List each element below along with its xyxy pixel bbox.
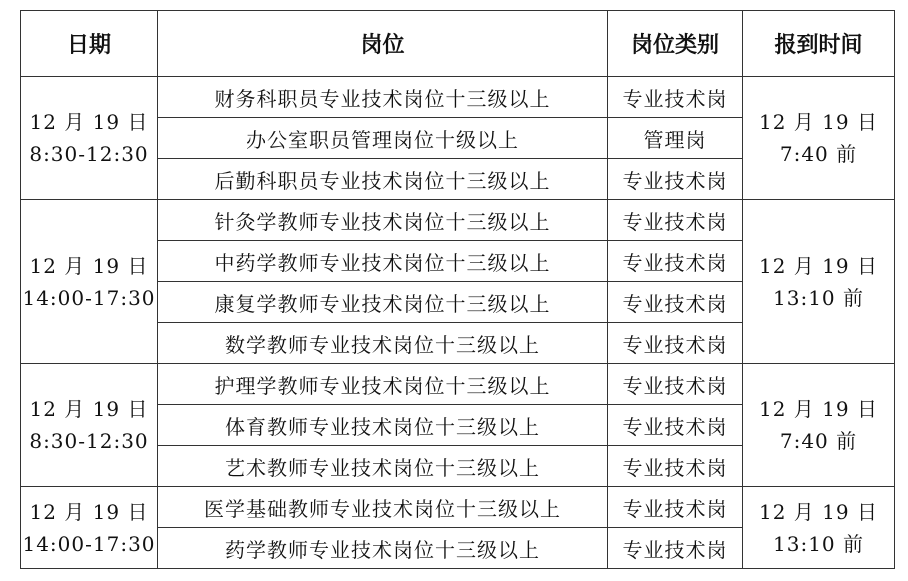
position-cell: 艺术教师专业技术岗位十三级以上 <box>158 446 608 487</box>
table-row <box>21 364 895 405</box>
report-day: 12 月 19 日 <box>759 499 878 524</box>
date-cell <box>21 364 158 487</box>
report-day: 12 月 19 日 <box>759 253 878 278</box>
date-time-range: 8:30-12:30 <box>29 142 149 166</box>
position-cell: 护理学教师专业技术岗位十三级以上 <box>158 364 608 405</box>
report-time-cell <box>743 487 895 569</box>
report-time-cell <box>743 200 895 364</box>
category-cell: 专业技术岗 <box>608 77 743 118</box>
date-cell <box>21 77 158 200</box>
position-cell: 医学基础教师专业技术岗位十三级以上 <box>158 487 608 528</box>
position-cell: 药学教师专业技术岗位十三级以上 <box>158 528 608 569</box>
header-date: 日期 <box>21 11 158 77</box>
position-cell: 后勤科职员专业技术岗位十三级以上 <box>158 159 608 200</box>
position-cell: 康复学教师专业技术岗位十三级以上 <box>158 282 608 323</box>
header-row <box>21 11 895 77</box>
date-cell <box>21 487 158 569</box>
category-cell: 专业技术岗 <box>608 487 743 528</box>
category-cell: 专业技术岗 <box>608 241 743 282</box>
category-cell: 专业技术岗 <box>608 364 743 405</box>
category-cell: 专业技术岗 <box>608 200 743 241</box>
date-time-range: 14:00-17:30 <box>22 531 156 556</box>
header-report-time: 报到时间 <box>743 11 895 77</box>
report-deadline: 13:10 前 <box>773 285 864 310</box>
header-category: 岗位类别 <box>608 11 743 77</box>
position-cell: 中药学教师专业技术岗位十三级以上 <box>158 241 608 282</box>
report-day: 12 月 19 日 <box>759 110 878 134</box>
date-day: 12 月 19 日 <box>29 499 149 524</box>
report-time-cell <box>743 77 895 200</box>
report-day: 12 月 19 日 <box>759 397 878 421</box>
date-time-range: 14:00-17:30 <box>22 285 156 310</box>
position-cell: 财务科职员专业技术岗位十三级以上 <box>158 77 608 118</box>
date-day: 12 月 19 日 <box>29 253 149 278</box>
schedule-table <box>20 10 895 569</box>
category-cell: 专业技术岗 <box>608 159 743 200</box>
category-cell: 专业技术岗 <box>608 446 743 487</box>
category-cell: 专业技术岗 <box>608 405 743 446</box>
category-cell: 专业技术岗 <box>608 528 743 569</box>
position-cell: 针灸学教师专业技术岗位十三级以上 <box>158 200 608 241</box>
date-time-range: 8:30-12:30 <box>29 429 149 453</box>
header-position: 岗位 <box>158 11 608 77</box>
report-deadline: 7:40 前 <box>779 142 858 166</box>
date-cell <box>21 200 158 364</box>
position-cell: 办公室职员管理岗位十级以上 <box>158 118 608 159</box>
category-cell: 管理岗 <box>608 118 743 159</box>
report-deadline: 13:10 前 <box>773 531 864 556</box>
category-cell: 专业技术岗 <box>608 323 743 364</box>
report-time-cell <box>743 364 895 487</box>
date-day: 12 月 19 日 <box>29 110 149 134</box>
position-cell: 体育教师专业技术岗位十三级以上 <box>158 405 608 446</box>
date-day: 12 月 19 日 <box>29 397 149 421</box>
table-row <box>21 200 895 241</box>
table-row <box>21 77 895 118</box>
table-row <box>21 487 895 528</box>
position-cell: 数学教师专业技术岗位十三级以上 <box>158 323 608 364</box>
category-cell: 专业技术岗 <box>608 282 743 323</box>
report-deadline: 7:40 前 <box>779 429 858 453</box>
